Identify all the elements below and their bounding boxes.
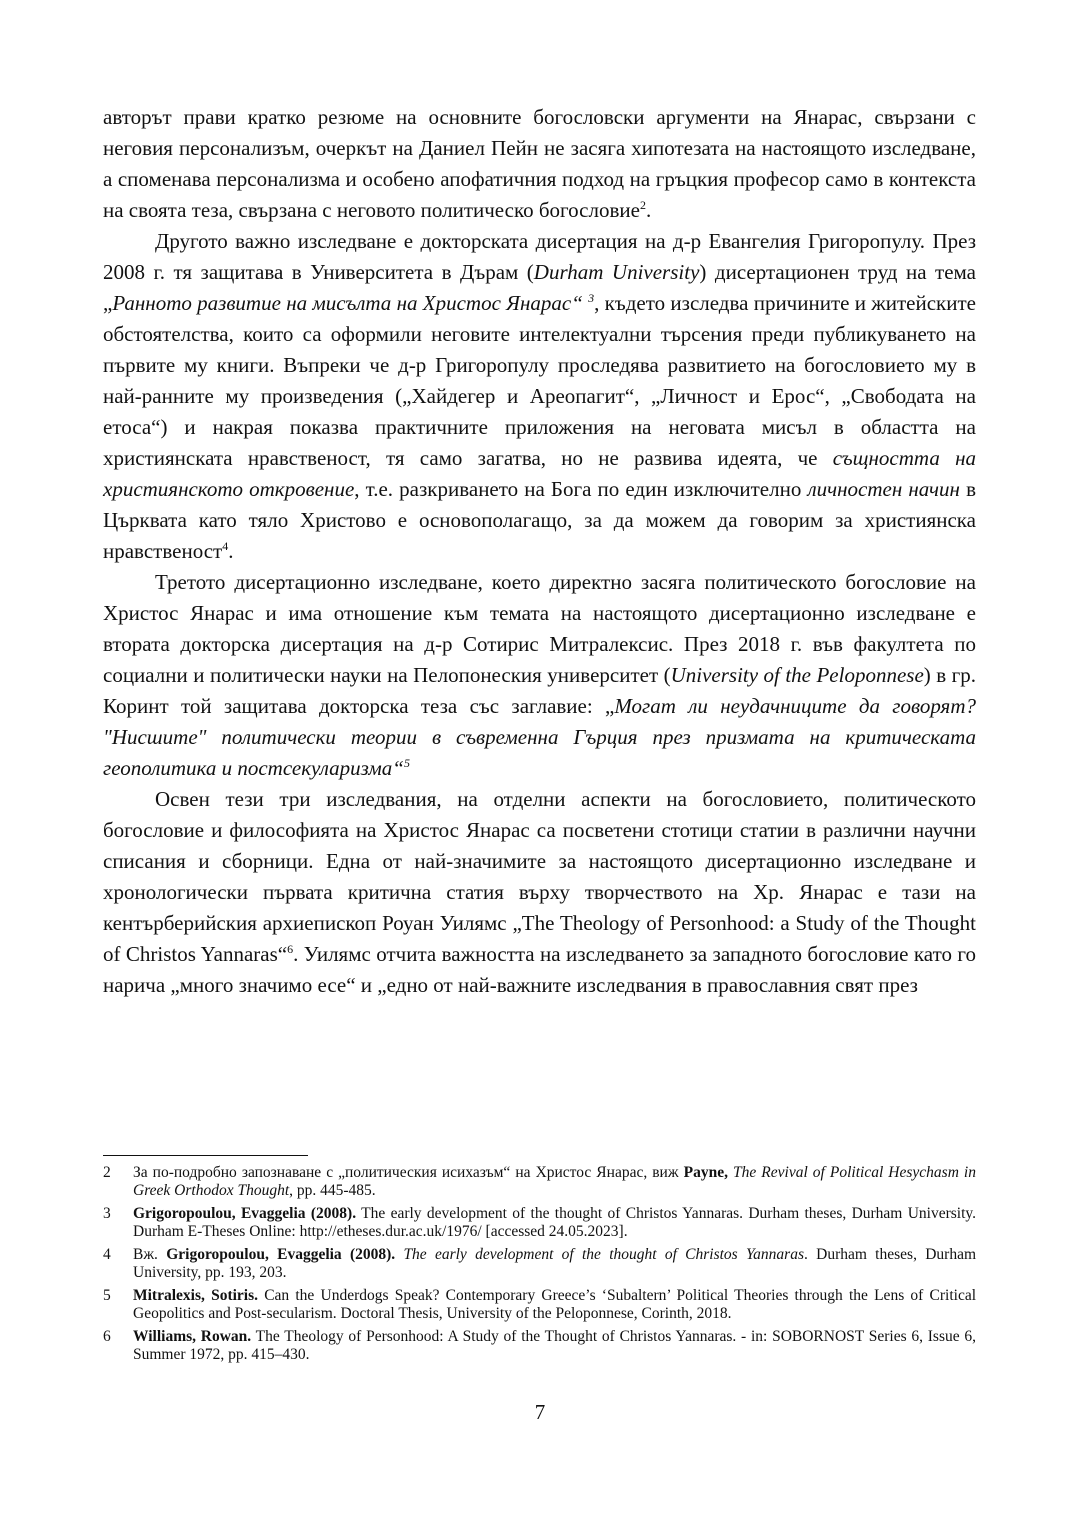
paragraph-4 [103,784,976,1001]
paragraph-3-text-a: Третото дисертационно изследване, което директно засяга политическото богословие на Христос Янарас и има отношение към темата на настоящото дисертационно изследване е втората докторска дисертация на д-р Сотирис Митралексис. През 2018 г. във факултета по социални и политически науки на Пелопонеския университет ( [103,570,976,687]
author-grigoropoulou: Grigoropoulou, Evaggelia (2008). [133,1205,357,1222]
paragraph-2-text-d: , т.е. разкриването на Бога по един изключително [354,477,808,501]
footnote-text: Williams, Rowan. The Theology of Personhood: A Study of the Thought of Christos Yannaras. - in: SOBORNOST Series 6, Issue 6, Summer 1972, pp. 415–430. [133,1328,977,1363]
page-number: 7 [534,1400,546,1424]
footnote-3 [103,1205,976,1241]
dissertation-title-grigoropoulou: Ранното развитие на мисълта на Христос Янарас“ [112,291,589,315]
paragraph-1-end: . [645,198,652,222]
durham-university-name: Durham University [533,260,700,284]
footnote-text: Grigoropoulou, Evaggelia (2008). The early development of the thought of Christos Yannaras. Durham theses, Durham University. Durham E-Theses Online: http://etheses.dur.ac.uk/1976/ [accessed 24.05.2023]. [133,1205,976,1240]
paragraph-2-text-c: , където изследва причините и житейските обстоятелства, които са оформили неговите интелектуални търсения преди публикуването на първите му книги. Въпреки че д-р Григоропулу проследява развитието на богословието му в най-ранните му произведения („Хайдегер и Ареопагит“, „Личност и Ерос“, „Свободата на етоса“) и накрая показва практичните приложения на неговата мисъл в областта на християнската нравственост, тя само загатва, но не развива идеята, че [103,291,976,470]
footnote-number: 2 [103,1164,111,1181]
paragraph-4-text-b: . Уилямс отчита важността на изследването за западното богословие като го нарича „много значимо есе“ и „едно от най-важните изследвания в православния свят през [103,942,976,997]
author-mitralexis: Mitralexis, Sotiris. [133,1287,259,1304]
footnote-number: 5 [103,1287,111,1304]
paragraph-2 [103,226,976,567]
footnote-number: 6 [103,1328,111,1345]
paragraph-3-text-b: ) в гр. Коринт той защитава докторска теза със заглавие: „ [103,663,976,718]
work-title: The early development of the thought of Christos Yannaras [403,1246,804,1263]
paragraph-3 [103,567,976,784]
emphasis-essence-revelation: същността на християнското откровение [103,446,976,501]
paragraph-1 [103,102,976,226]
footnotes-section [103,1155,976,1369]
paragraph-2-end: . [228,539,234,563]
footnote-4 [103,1246,976,1282]
page-body [103,102,976,1001]
footnote-ref-6[interactable]: 6 [287,942,294,956]
footnote-text: За по-подробно запознаване с „политическия исихазъм“ на Христос Янарас, виж Payne, The Revival of Political Hesychasm in Greek Orthodox Thought, pp. 445-485. [133,1164,976,1199]
footnote-ref-5[interactable]: 5 [403,756,410,770]
footnote-number: 3 [103,1205,111,1222]
paragraph-2-text-b: ) дисертационен труд на тема „ [103,260,976,315]
footnote-ref-2[interactable]: 2 [639,198,646,212]
footnote-2 [103,1164,976,1200]
footnote-ref-3[interactable]: 3 [588,291,595,305]
peloponnese-university-name: University of the Peloponnese [670,663,924,687]
paragraph-1-text: авторът прави кратко резюме на основните богословски аргументи на Янарас, свързани с неговия персонализъм, очеркът на Даниел Пейн не засяга хипотезата на настоящото изследване, а споменава персонализма и особено апофатичния подход на гръцкия професор само в контекста на своята теза, свързана с неговото политическо богословие [103,105,976,222]
work-title: The Revival of Political Hesychasm in Greek Orthodox Thought [133,1164,976,1199]
author-williams: Williams, Rowan. [133,1328,252,1345]
paragraph-4-text-a: Освен тези три изследвания, на отделни аспекти на богословието, политическото богословие и философията на Христос Янарас са посветени стотици статии в различни научни списания и сборници. Една от най-значимите за настоящото дисертационно изследване и хронологически първата критична статия върху творчеството на Хр. Янарас е тази на кентърберийския архиепископ Роуан Уилямс „The Theology of Personhood: a Study of the Thought of Christos Yannaras“ [103,787,976,966]
footnote-5 [103,1287,976,1323]
footnote-text: Вж. Grigoropoulou, Evaggelia (2008). The early development of the thought of Christos Yannaras. Durham theses, Durham University, pp. 193, 203. [133,1246,976,1281]
paragraph-2-text-e: в Църквата като тяло Христово е основополагащо, за да можем да говорим за християнска нравственост [103,477,976,563]
footnote-ref-4[interactable]: 4 [222,539,229,553]
footnote-number: 4 [103,1246,111,1263]
author-grigoropoulou: Grigoropoulou, Evaggelia (2008). [166,1246,396,1263]
emphasis-personal-manner: личностен начин [807,477,960,501]
footnote-text: Mitralexis, Sotiris. Can the Underdogs Speak? Contemporary Greece’s ‘Subaltern’ Political Theories through the Lens of Critical Geopolitics and Post-secularism. Doctoral Thesis, University of the Peloponnese, Corinth, 2018. [133,1287,977,1322]
dissertation-title-mitralexis: Могат ли неудачниците да говорят? "Нисшите" политически теории в съвременна Гърция през призмата на критическата геополитика и постсекуларизма“ [103,694,976,780]
footnote-separator [103,1155,308,1156]
author-payne: Payne, [683,1164,728,1181]
paragraph-2-text-a: Другото важно изследване е докторската дисертация на д-р Евангелия Григоропулу. През 2008 г. тя защитава в Университета в Дърам ( [103,229,976,284]
footnote-6 [103,1328,976,1364]
